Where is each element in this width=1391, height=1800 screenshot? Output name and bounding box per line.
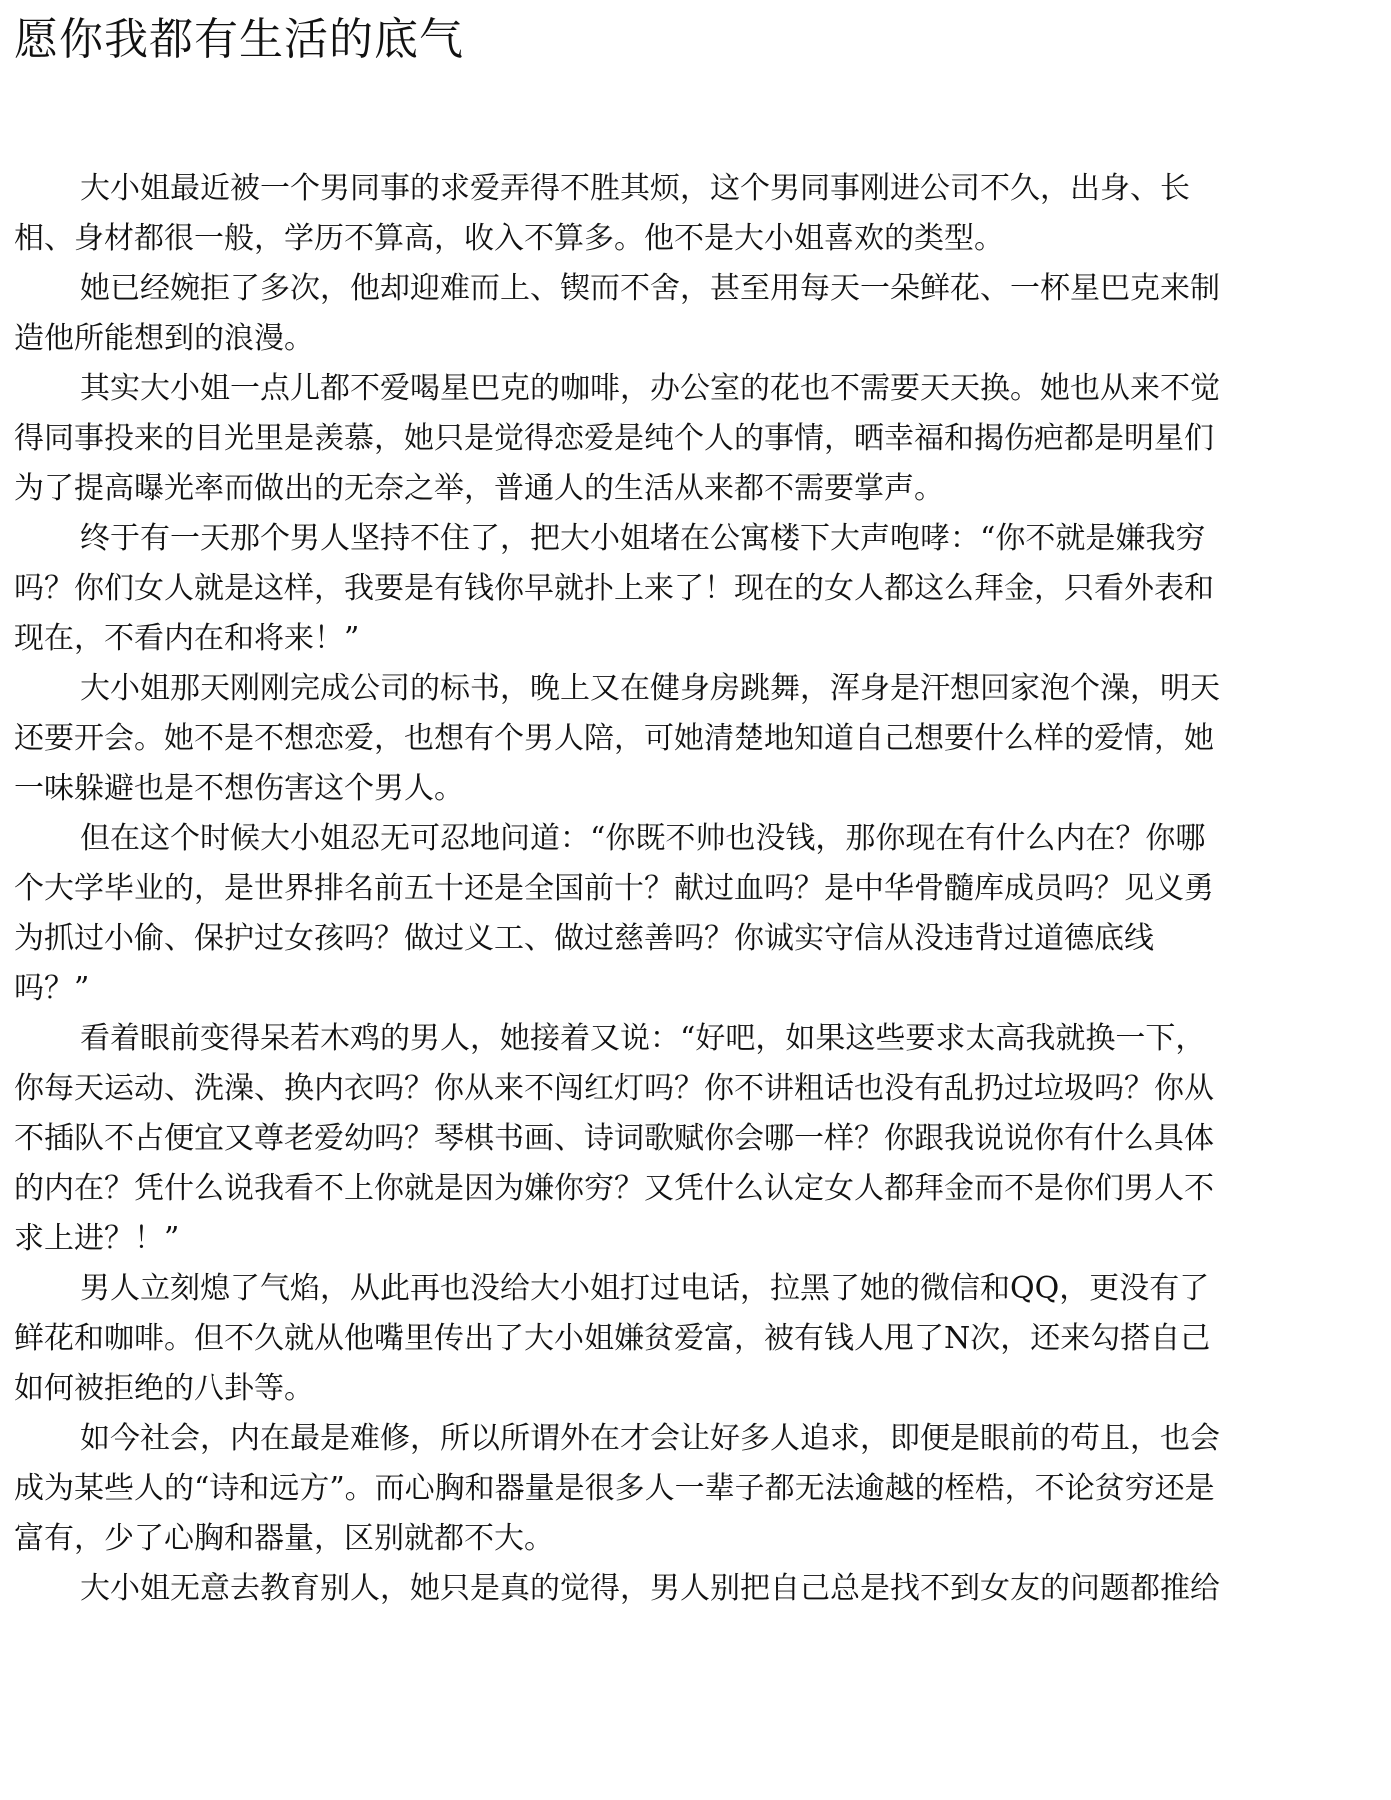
paragraph-line: 其实大小姐一点儿都不爱喝星巴克的咖啡，办公室的花也不需要天天换。她也从来不觉 [80, 371, 1220, 406]
paragraph-line: 你每天运动、洗澡、换内衣吗？你从来不闯红灯吗？你不讲粗话也没有乱扔过垃圾吗？你从 [14, 1071, 1214, 1106]
paragraph [14, 164, 1381, 264]
article-title: 愿你我都有生活的底气 [14, 14, 464, 65]
article-body [14, 164, 1381, 1614]
paragraph [14, 814, 1381, 1014]
paragraph-line: 如何被拒绝的八卦等。 [14, 1371, 314, 1406]
paragraph [14, 664, 1381, 814]
paragraph-line: 成为某些人的“诗和远方”。而心胸和器量是很多人一辈子都无法逾越的桎梏，不论贫穷还是 [14, 1471, 1215, 1506]
paragraph-line: 求上进？！” [14, 1221, 180, 1256]
paragraph-line: 男人立刻熄了气焰，从此再也没给大小姐打过电话，拉黑了她的微信和QQ，更没有了 [80, 1271, 1210, 1306]
paragraph-line: 鲜花和咖啡。但不久就从他嘴里传出了大小姐嫌贫爱富，被有钱人甩了N次，还来勾搭自己 [14, 1321, 1211, 1356]
paragraph-line: 看着眼前变得呆若木鸡的男人，她接着又说：“好吧，如果这些要求太高我就换一下， [80, 1021, 1206, 1056]
paragraph-line: 大小姐最近被一个男同事的求爱弄得不胜其烦，这个男同事刚进公司不久，出身、长 [80, 171, 1190, 206]
paragraph-line: 的内在？凭什么说我看不上你就是因为嫌你穷？又凭什么认定女人都拜金而不是你们男人不 [14, 1171, 1214, 1206]
paragraph-line: 如今社会，内在最是难修，所以所谓外在才会让好多人追求，即便是眼前的苟且，也会 [80, 1421, 1220, 1456]
paragraph [14, 1264, 1381, 1414]
paragraph-line: 大小姐无意去教育别人，她只是真的觉得，男人别把自己总是找不到女友的问题都推给 [80, 1571, 1220, 1606]
paragraph-line: 一味躲避也是不想伤害这个男人。 [14, 771, 464, 806]
paragraph-line: 她已经婉拒了多次，他却迎难而上、锲而不舍，甚至用每天一朵鲜花、一杯星巴克来制 [80, 271, 1220, 306]
paragraph-line: 不插队不占便宜又尊老爱幼吗？琴棋书画、诗词歌赋你会哪一样？你跟我说说你有什么具体 [14, 1121, 1214, 1156]
paragraph-line: 大小姐那天刚刚完成公司的标书，晚上又在健身房跳舞，浑身是汗想回家泡个澡，明天 [80, 671, 1220, 706]
paragraph-line: 还要开会。她不是不想恋爱，也想有个男人陪，可她清楚地知道自己想要什么样的爱情，她 [14, 721, 1214, 756]
paragraph-line: 现在，不看内在和将来！” [14, 621, 360, 656]
paragraph-line: 但在这个时候大小姐忍无可忍地问道：“你既不帅也没钱，那你现在有什么内在？你哪 [80, 821, 1206, 856]
paragraph [14, 264, 1381, 364]
paragraph-line: 造他所能想到的浪漫。 [14, 321, 314, 356]
paragraph [14, 364, 1381, 514]
paragraph-line: 吗？” [14, 971, 90, 1006]
paragraph [14, 1014, 1381, 1264]
paragraph-line: 相、身材都很一般，学历不算高，收入不算多。他不是大小姐喜欢的类型。 [14, 221, 1004, 256]
paragraph [14, 1414, 1381, 1564]
paragraph-line: 富有，少了心胸和器量，区别就都不大。 [14, 1521, 554, 1556]
paragraph-line: 终于有一天那个男人坚持不住了，把大小姐堵在公寓楼下大声咆哮：“你不就是嫌我穷 [80, 521, 1206, 556]
paragraph [14, 1564, 1381, 1614]
paragraph-line: 得同事投来的目光里是羡慕，她只是觉得恋爱是纯个人的事情，晒幸福和揭伤疤都是明星们 [14, 421, 1214, 456]
paragraph-line: 个大学毕业的，是世界排名前五十还是全国前十？献过血吗？是中华骨髓库成员吗？见义勇 [14, 871, 1214, 906]
paragraph-line: 吗？你们女人就是这样，我要是有钱你早就扑上来了！现在的女人都这么拜金，只看外表和 [14, 571, 1214, 606]
paragraph [14, 514, 1381, 664]
paragraph-line: 为了提高曝光率而做出的无奈之举，普通人的生活从来都不需要掌声。 [14, 471, 944, 506]
paragraph-line: 为抓过小偷、保护过女孩吗？做过义工、做过慈善吗？你诚实守信从没违背过道德底线 [14, 921, 1154, 956]
